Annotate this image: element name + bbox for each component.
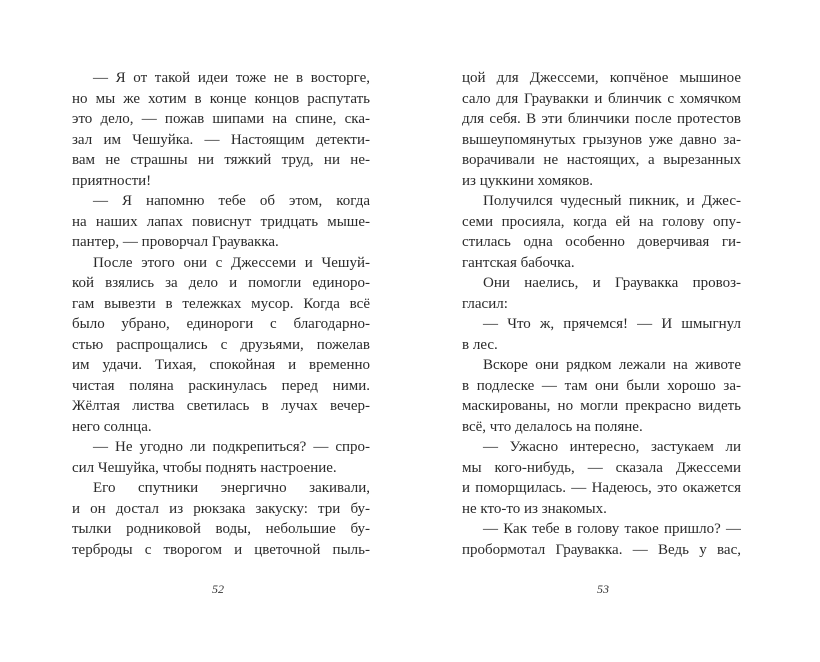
text-line: на наших лапах повиснут тридцать мыше-	[72, 213, 370, 230]
text-line: сил Чешуйка, чтобы поднять настроение.	[72, 459, 337, 476]
paragraph	[72, 68, 370, 191]
page-number-right: 53	[597, 582, 609, 596]
text-line: сало для Граувакки и блинчик с хомячком	[462, 90, 741, 107]
paragraph	[72, 253, 370, 438]
paragraph	[72, 191, 370, 253]
text-line: вам не страшны ни тяжкий труд, ни не-	[72, 152, 370, 168]
text-line: в подлеске — там они были хорошо за-	[462, 377, 741, 394]
text-line: вышеупомянутых грызунов уже давно за-	[462, 131, 741, 148]
text-line: гам вывезти в тележках мусор. Когда всё	[72, 295, 370, 312]
paragraph	[72, 437, 370, 478]
text-line: тылки родниковой воды, небольшие бу-	[72, 521, 370, 537]
text-line: — Ужасно интересно, застукаем ли	[483, 439, 741, 455]
text-line: После этого они с Джессеми и Чешуй-	[93, 254, 370, 271]
text-line: гантская бабочка.	[462, 254, 575, 271]
paragraph	[462, 314, 741, 355]
text-line: всё, что делалось на поляне.	[462, 418, 643, 435]
text-line: для себя. В эти блинчики после протестов	[462, 111, 741, 127]
text-line: Жёлтая листва светилась в лучах вечер-	[72, 398, 370, 414]
paragraph	[462, 191, 741, 273]
text-line: — Как тебе в голову такое пришло? —	[483, 521, 741, 537]
text-line: было убрано, единороги с благодарно-	[72, 316, 370, 332]
text-line: терброды с творогом и цветочной пыль-	[72, 541, 370, 558]
text-line: цой для Джессеми, копчёное мышиное	[462, 70, 741, 86]
page-number-left: 52	[212, 582, 224, 596]
text-line: — Я от такой идеи тоже не в восторге,	[93, 70, 370, 86]
text-line: не кто-то из знакомых.	[462, 500, 607, 517]
text-line: и поморщилась. — Надеюсь, это окажется	[462, 480, 741, 496]
paragraph	[462, 273, 741, 314]
text-line: приятности!	[72, 172, 152, 189]
text-line: стилась одна особенно доверчивая ги-	[462, 234, 741, 250]
paragraph	[462, 355, 741, 437]
paragraph	[462, 519, 741, 560]
text-line: пантер, — проворчал Граувакка.	[72, 234, 279, 250]
text-line: чистая поляна раскинулась перед ними.	[72, 377, 370, 394]
text-line: ворачивали не настоящих, а вырезанных	[462, 152, 741, 168]
text-line: гласил:	[462, 295, 508, 312]
paragraph	[462, 68, 741, 191]
text-line: Они наелись, и Граувакка провоз-	[483, 275, 741, 291]
text-line: но мы же хотим в конце концов распутать	[72, 90, 370, 107]
text-line: семи просияла, когда ей на голову опу-	[462, 213, 741, 230]
paragraph	[72, 478, 370, 560]
text-line: это дело, — пожав шипами на спине, ска-	[72, 111, 370, 127]
text-line: зал им Чешуйка. — Настоящим детекти-	[72, 131, 370, 148]
text-line: Его спутники энергично закивали,	[93, 480, 370, 496]
right-page-text	[462, 68, 741, 560]
text-line: — Что ж, прячемся! — И шмыгнул	[483, 316, 741, 332]
text-line: в лес.	[462, 336, 498, 353]
text-line: и он достал из рюкзака закуску: три бу-	[72, 500, 370, 517]
text-line: кой взялись за дело и помогли единоро-	[72, 275, 370, 291]
text-line: стью распрощались с друзьями, пожелав	[72, 336, 370, 353]
text-line: им удачи. Тихая, спокойная и временно	[72, 357, 370, 373]
text-line: Получился чудесный пикник, и Джес-	[483, 193, 741, 209]
text-line: — Я напомню тебе об этом, когда	[93, 193, 370, 209]
text-line: маскированы, но могли прекрасно видеть	[462, 398, 741, 414]
paragraph	[462, 437, 741, 519]
text-line: Вскоре они рядком лежали на животе	[483, 357, 741, 373]
left-page-text	[72, 68, 370, 560]
text-line: пробормотал Граувакка. — Ведь у вас,	[462, 541, 741, 558]
text-line: из цуккини хомяков.	[462, 172, 594, 189]
text-line: мы кого-нибудь, — сказала Джессеми	[462, 459, 741, 476]
text-line: него солнца.	[72, 418, 152, 435]
text-line: — Не угодно ли подкрепиться? — спро-	[93, 439, 370, 455]
